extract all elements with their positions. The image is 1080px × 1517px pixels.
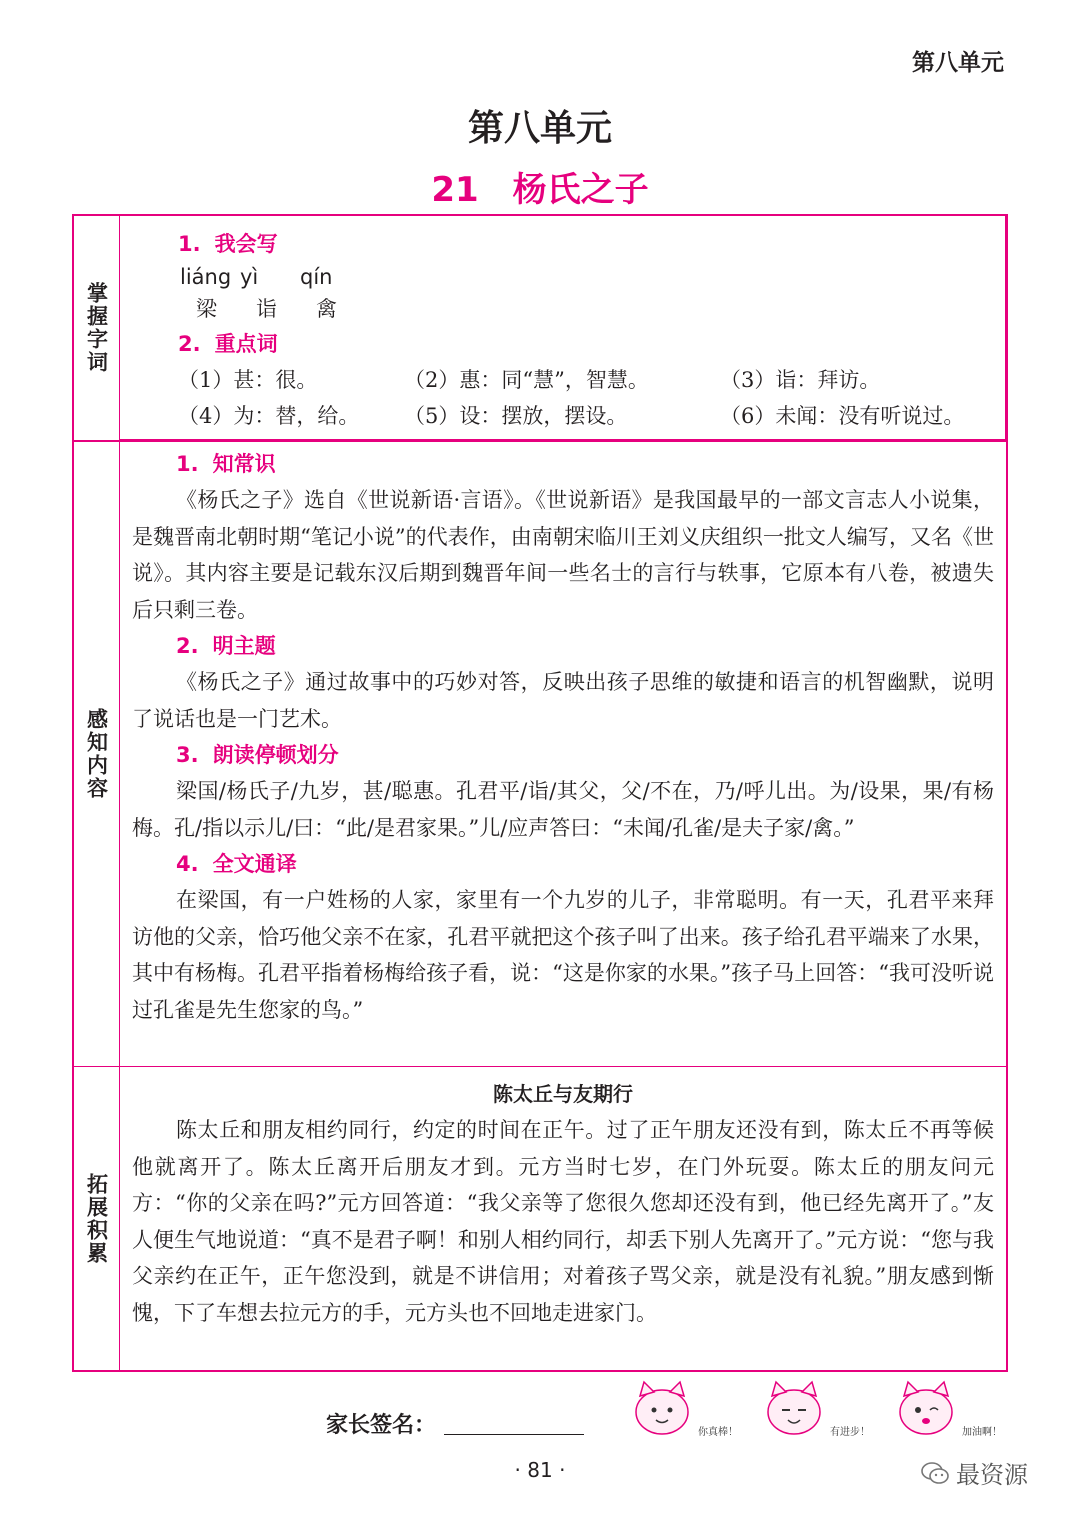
- vocab-item: （3）诣：拜访。: [720, 368, 881, 392]
- sticker-progress: 有进步！: [760, 1380, 872, 1440]
- char-row: 梁 诣 禽: [196, 297, 337, 321]
- story-title: 陈太丘与友期行: [493, 1082, 633, 1106]
- pinyin-row: liáng yì qín: [180, 265, 333, 289]
- lesson-name: 杨氏之子: [512, 170, 649, 210]
- vocab-list: [178, 362, 994, 434]
- pause-heading: 3. 朗读停顿划分: [176, 743, 339, 767]
- content-frame: [72, 214, 1008, 1372]
- vocab-item: （1）甚：很。: [178, 368, 318, 392]
- section-label-perceive: 感知内容: [74, 442, 120, 1066]
- page-number: · 81 ·: [514, 1458, 566, 1482]
- watermark: 最资源: [920, 1455, 1028, 1490]
- lesson-number: 21: [431, 170, 479, 210]
- vocab-item: （6）未闻：没有听说过。: [720, 404, 965, 428]
- vocab-item: （5）设：摆放，摆设。: [404, 404, 628, 428]
- signature-line[interactable]: [444, 1434, 584, 1435]
- sticker-cheer: 加油啊！: [892, 1380, 1004, 1440]
- wechat-icon: [920, 1460, 950, 1486]
- vocab-item: （2）惠：同“慧”，智慧。: [404, 368, 649, 392]
- knowledge-text: 《杨氏之子》选自《世说新语·言语》。《世说新语》是我国最早的一部文言志人小说集，是魏晋南北朝时期“笔记小说”的代表作，由南朝宋临川王刘义庆组织一批文人编写，又名《世说》。其内容主要是记载东汉后期到魏晋年间一些名士的言行与轶事，它原本有八卷，被遗失后只剩三卷。: [132, 488, 994, 622]
- section-perceive: [132, 446, 994, 1028]
- section-expand: [132, 1076, 994, 1331]
- vocab-item: （4）为：替，给。: [178, 404, 360, 428]
- pause-text: 梁国/杨氏子/九岁，甚/聪惠。孔君平/诣/其父，父/不在，乃/呼儿出。为/设果，果/有杨梅。孔/指以示儿/曰：“此/是君家果。”儿/应声答曰：“未闻/孔雀/是夫子家/禽。”: [132, 779, 994, 840]
- lesson-title: [0, 162, 1080, 211]
- parent-signature-label: 家长签名：: [326, 1413, 437, 1438]
- knowledge-heading: 1. 知常识: [176, 452, 276, 476]
- theme-heading: 2. 明主题: [176, 634, 276, 658]
- translation-heading: 4. 全文通译: [176, 852, 297, 876]
- unit-title: 第八单元: [467, 108, 612, 149]
- section-label-expand: 拓展积累: [74, 1067, 120, 1370]
- vocab-heading: 2. 重点词: [178, 332, 278, 356]
- story-text: 陈太丘和朋友相约同行，约定的时间在正午。过了正午朋友还没有到，陈太丘不再等候他就离开了。陈太丘离开后朋友才到。元方当时七岁，在门外玩耍。陈太丘的朋友问元方：“你的父亲在吗?”元方回答道：“我父亲等了您很久您却还没有到，他已经先离开了。”友人便生气地说道：“真不是君子啊！和别人相约同行，却丢下别人先离开了。”元方说：“您与我父亲约在正午，正午您没到，就是不讲信用；对着孩子骂父亲，就是没有礼貌。”朋友感到惭愧，下了车想去拉元方的手，元方头也不回地走进家门。: [132, 1118, 994, 1325]
- theme-text: 《杨氏之子》通过故事中的巧妙对答，反映出孩子思维的敏捷和语言的机智幽默，说明了说话也是一门艺术。: [132, 670, 994, 731]
- section-master: [134, 226, 994, 434]
- sticker-great: 你真棒！: [628, 1380, 740, 1440]
- translation-text: 在梁国，有一户姓杨的人家，家里有一个九岁的儿子，非常聪明。有一天，孔君平来拜访他的父亲，恰巧他父亲不在家，孔君平就把这个孩子叫了出来。孩子给孔君平端来了水果，其中有杨梅。孔君平指着杨梅给孩子看，说：“这是你家的水果。”孩子马上回答：“我可没听说过孔雀是先生您家的鸟。”: [132, 888, 994, 1022]
- section-label-master: 掌握字词: [74, 216, 120, 440]
- running-header: 第八单元: [912, 50, 1004, 76]
- sticker-row: [628, 1380, 1004, 1440]
- write-heading: 1. 我会写: [178, 232, 278, 256]
